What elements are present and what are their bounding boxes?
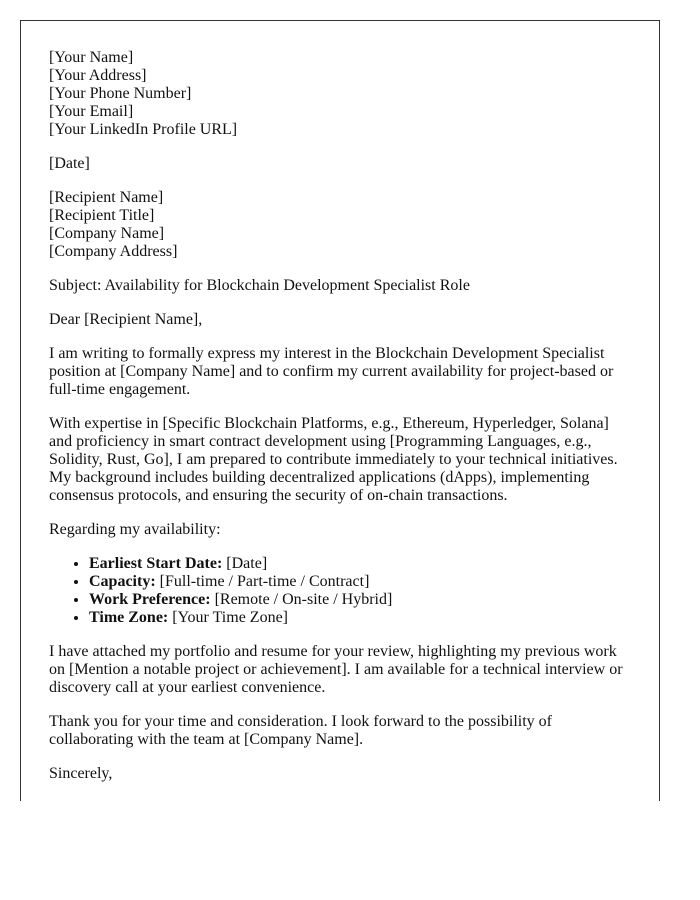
- sender-linkedin: [Your LinkedIn Profile URL]: [49, 121, 238, 138]
- item-value: [Your Time Zone]: [168, 609, 288, 626]
- recipient-title: [Recipient Title]: [49, 207, 155, 224]
- thanks-paragraph: Thank you for your time and consideration. I look forward to the possibility of collaborating with the team at [Company Name].: [49, 713, 553, 748]
- subject-line: Subject: Availability for Blockchain Development Specialist Role: [49, 277, 470, 294]
- recipient-name: [Recipient Name]: [49, 189, 164, 206]
- item-value: [Remote / On-site / Hybrid]: [210, 591, 393, 608]
- list-item: [89, 609, 631, 627]
- company-address: [Company Address]: [49, 243, 178, 260]
- item-label: Earliest Start Date:: [89, 555, 223, 572]
- availability-intro: Regarding my availability:: [49, 521, 221, 538]
- intro-paragraph: I am writing to formally express my interest in the Blockchain Development Specialist position at [Company Name] and to confirm my current availability for project-based or full-time engagement.: [49, 345, 614, 398]
- item-label: Time Zone:: [89, 609, 169, 626]
- item-value: [Date]: [222, 555, 268, 572]
- expertise-paragraph: With expertise in [Specific Blockchain Platforms, e.g., Ethereum, Hyperledger, Solana] and proficiency in smart contract development using [Programming Languages, e.g., Solidity, Rust, Go], I am prepared to contribute immediately to your technical initiatives. My background includes building decentralized applications (dApps), implementing consensus protocols, and ensuring the security of on-chain transactions.: [49, 415, 618, 504]
- salutation: Dear [Recipient Name],: [49, 311, 203, 328]
- sender-address: [Your Address]: [49, 67, 147, 84]
- sender-phone: [Your Phone Number]: [49, 85, 192, 102]
- item-value: [Full-time / Part-time / Contract]: [155, 573, 370, 590]
- item-label: Work Preference:: [89, 591, 211, 608]
- letter-page: [20, 20, 660, 801]
- portfolio-paragraph: I have attached my portfolio and resume for your review, highlighting my previous work on [Mention a notable project or achievement]. I am available for a technical interview or discovery call at your earliest convenience.: [49, 643, 623, 696]
- signoff: Sincerely,: [49, 765, 113, 782]
- list-item: [89, 591, 631, 609]
- sender-name: [Your Name]: [49, 49, 134, 66]
- item-label: Capacity:: [89, 573, 156, 590]
- availability-list: [49, 555, 631, 627]
- letter-date: [Date]: [49, 155, 90, 172]
- sender-block: [49, 49, 631, 139]
- sender-email: [Your Email]: [49, 103, 134, 120]
- list-item: [89, 555, 631, 573]
- recipient-block: [49, 189, 631, 261]
- company-name: [Company Name]: [49, 225, 165, 242]
- list-item: [89, 573, 631, 591]
